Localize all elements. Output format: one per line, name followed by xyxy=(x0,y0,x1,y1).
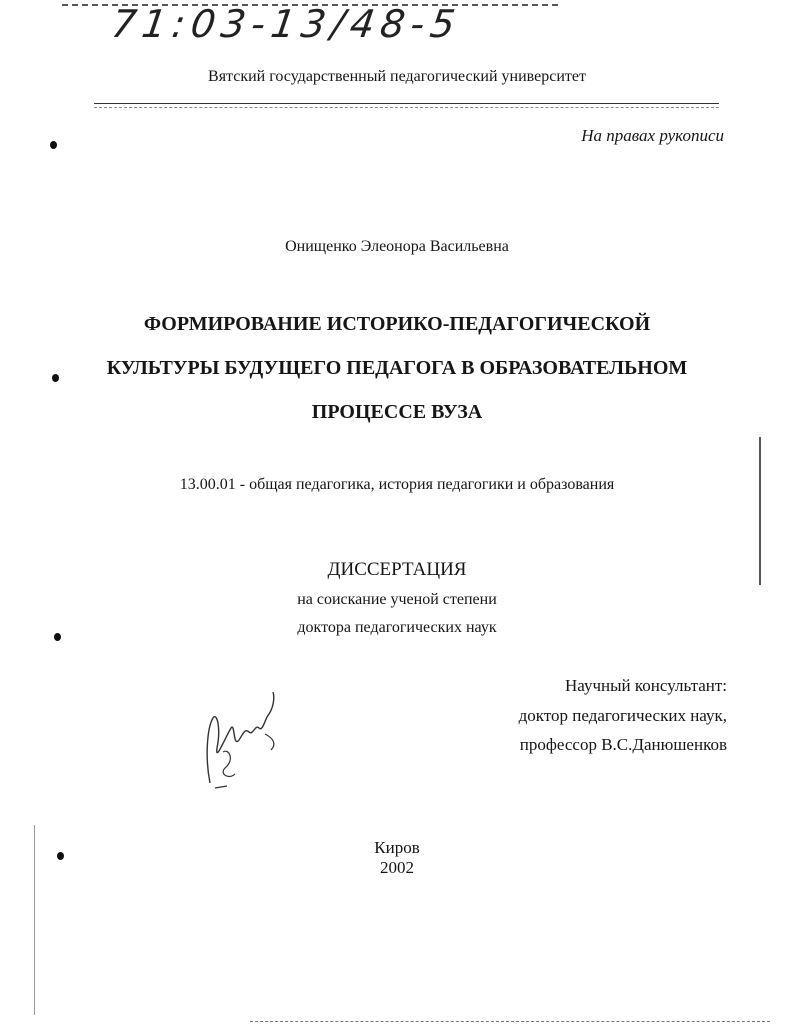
punch-hole-mark xyxy=(52,374,59,382)
author-name: Онищенко Элеонора Васильевна xyxy=(285,238,509,255)
degree-line-2: доктора педагогических наук xyxy=(297,619,497,636)
degree-line-1: на соискание ученой степени xyxy=(297,591,497,608)
scan-edge-line xyxy=(34,825,35,1015)
punch-hole-mark xyxy=(50,141,57,149)
punch-hole-mark xyxy=(54,633,61,641)
year: 2002 xyxy=(380,858,414,877)
scan-edge-line xyxy=(759,437,761,585)
header-divider xyxy=(94,103,719,104)
handwritten-catalog-code: 71:03-13/48-5 xyxy=(108,2,464,46)
consultant-label: Научный консультант: xyxy=(565,676,727,695)
punch-hole-mark xyxy=(57,852,64,860)
rights-note: На правах рукописи xyxy=(581,126,724,145)
title-line-3: ПРОЦЕССЕ ВУЗА xyxy=(311,401,483,423)
university-name: Вятский государственный педагогический университет xyxy=(208,68,586,85)
consultant-name: профессор В.С.Данюшенков xyxy=(519,735,727,754)
consultant-title: доктор педагогических наук, xyxy=(518,706,727,725)
city: Киров xyxy=(374,838,420,857)
signature xyxy=(195,688,290,798)
title-line-1: ФОРМИРОВАНИЕ ИСТОРИКО-ПЕДАГОГИЧЕСКОЙ xyxy=(143,313,651,335)
header-divider-shadow xyxy=(94,107,719,108)
document-type: ДИССЕРТАЦИЯ xyxy=(327,559,467,580)
title-line-2: КУЛЬТУРЫ БУДУЩЕГО ПЕДАГОГА В ОБРАЗОВАТЕЛЬНОМ xyxy=(106,357,688,379)
specialty-code: 13.00.01 - общая педагогика, история педагогики и образования xyxy=(179,476,615,493)
scan-bottom-line xyxy=(250,1021,770,1022)
